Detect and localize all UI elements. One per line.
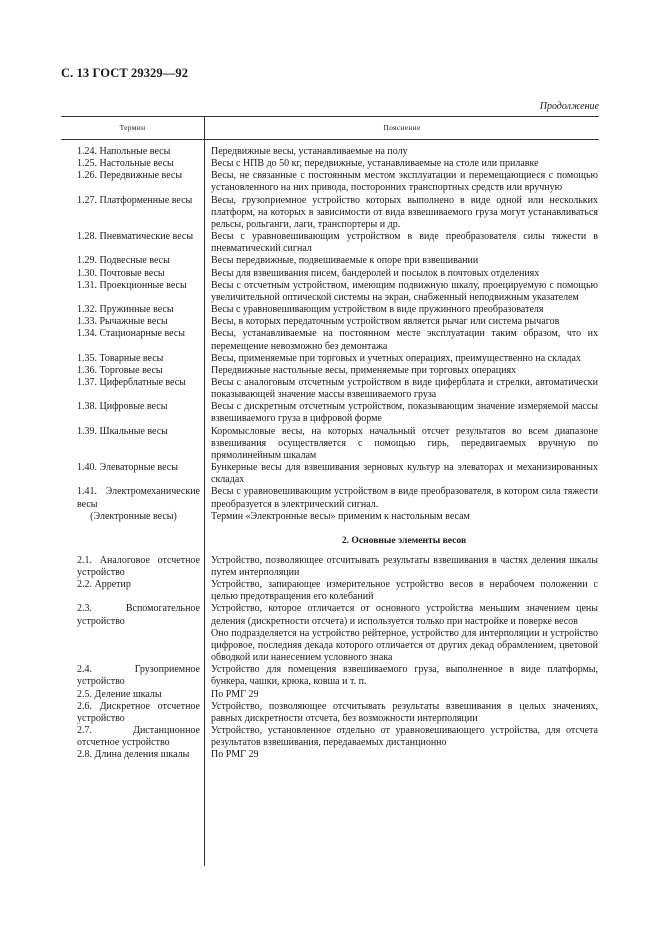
table-row [61,579,599,603]
term-cell: 1.39. Шкальные весы [77,425,168,437]
explanation-cell: Устройство, установленное отдельно от уравновешивающего устройства, для отсчета результатов взвешивания, передаваемых дистанционно [211,725,598,749]
table-row [61,268,599,280]
term-cell: 2.5. Деление шкалы [77,688,162,700]
terms-table [61,116,599,866]
term-cell: 1.24. Напольные весы [77,146,171,157]
term-cell: 1.41. Электромеханические весы [77,486,200,510]
explanation-cell: Весы с отсчетным устройством, имеющим подвижную шкалу, проецируемую с помощью увеличительной оптической системы на экран, снабженный неподвижным указателем [211,279,598,303]
table-row [61,195,599,231]
column-header-term: Термин [61,117,205,139]
explanation-cell: По РМГ 29 [211,688,259,700]
section-1-rows [61,146,599,523]
explanation-cell: Устройство, которое отличается от основного устройства меньшим значением цены деления (дискретности отсчета) и используется только при настройке и поверке весов [211,603,598,627]
explanation-cell: Оно подразделяется на устройство рейтерное, устройство для интерполяции и устройство цифровое, последняя декада которого отличается от других декад обрамлением, цветовой обводкой или нанесением условного знака [211,627,598,664]
table-row [61,304,599,316]
table-row [61,701,599,725]
explanation-cell: Устройство, позволяющее отсчитывать результаты взвешивания в частях деления шкалы путем интерполяции [211,554,598,578]
term-cell: 2.2. Арретир [77,579,131,591]
table-row [61,365,599,377]
table-row [61,401,599,425]
table-row [61,377,599,401]
explanation-cell: Коромысловые весы, на которых начальный отсчет результатов во всем диапазоне взвешивания осуществляется с помощью гирь, передвигаемых вручную по прямолинейным шкалам [211,425,598,461]
table-row [61,146,599,158]
term-cell: 2.1. Аналоговое отсчетное устройство [77,554,200,578]
table-row [61,426,599,462]
term-cell: 1.25. Настольные весы [77,158,174,170]
table-header [61,116,599,140]
table-row [61,353,599,365]
table-row [61,158,599,170]
term-cell: 1.29. Подвесные весы [77,255,170,267]
explanation-cell: Бункерные весы для взвешивания зерновых культур на элеваторах и механизированных складах [211,462,598,486]
term-cell: 1.27. Платформенные весы [77,194,193,206]
explanation-cell: Весы с уравновешивающим устройством в виде преобразователя, в котором сила тяжести преобразуется в электрический сигнал. [211,486,598,510]
term-cell: 2.7. Дистанционное отсчетное устройство [77,725,200,749]
explanation-cell: Весы с уравновешивающим устройством в виде пружинного преобразователя [211,304,544,316]
term-cell: 1.37. Циферблатные весы [77,376,186,388]
table-row [61,725,599,749]
term-cell: 2.4. Грузоприемное устройство [77,664,200,688]
explanation-cell: Весы с аналоговым отсчетным устройством в виде циферблата и стрелки, автоматически показывающей значение массы взвешиваемого груза [211,376,598,401]
table-row [61,628,599,664]
table-row [61,462,599,486]
table-row [61,749,599,761]
table-row [61,664,599,688]
term-cell: 1.26. Передвижные весы [77,170,183,182]
term-cell: 1.28. Пневматические весы [77,231,194,243]
table-row [61,231,599,255]
explanation-cell: Передвижные весы, устанавливаемые на полу [211,146,408,157]
term-cell: 1.40. Элеваторные весы [77,462,178,474]
table-row [61,689,599,701]
explanation-cell: Устройство для помещения взвешиваемого груза, выполненное в виде платформы, бункера, чашки, крюка, ковша и т. п. [211,664,598,688]
table-row [61,486,599,510]
term-cell: 1.34. Стационарные весы [77,328,185,340]
term-cell: 2.8. Длина деления шкалы [77,749,190,761]
table-row [61,170,599,194]
explanation-cell: По РМГ 29 [211,749,259,761]
term-cell [61,628,204,664]
explanation-cell: Устройство, запирающее измерительное устройство весов в нерабочем положении с целью предотвращения его колебаний [211,579,598,603]
page-header: С. 13 ГОСТ 29329—92 [61,66,189,80]
table-row [61,328,599,352]
explanation-cell: Весы, грузоприемное устройство которых выполнено в виде одной или нескольких платформ, на которых в зависимости от вида взвешиваемого груза могут устанавливаться рельсы, рольганги, лаги, транспортеры и др. [211,194,598,230]
term-cell: 2.6. Дискретное отсчетное устройство [77,700,200,724]
explanation-cell: Термин «Электронные весы» применим к настольным весам [211,510,470,522]
column-divider [204,140,205,866]
explanation-cell: Весы с НПВ до 50 кг, передвижные, устанавливаемые на столе или прилавке [211,158,539,170]
explanation-cell: Весы, применяемые при торговых и учетных операциях, преимущественно на складах [211,352,581,364]
table-row [61,280,599,304]
table-row [61,255,599,267]
section-title: 2. Основные элементы весов [341,534,467,546]
explanation-cell: Весы передвижные, подвешиваемые к опоре при взвешивании [211,255,479,267]
term-cell: 1.35. Товарные весы [77,352,164,364]
term-cell: 1.30. Почтовые весы [77,267,165,279]
explanation-cell: Весы с уравновешивающим устройством в виде преобразователя силы тяжести в пневматический сигнал [211,231,598,255]
term-cell: 1.32. Пружинные весы [77,304,174,316]
term-cell: 1.33. Рычажные весы [77,316,168,328]
section-2-rows [61,555,599,762]
column-header-explanation: Пояснение [383,123,421,132]
table-row [61,511,599,523]
term-cell: 1.36. Торговые весы [77,364,163,376]
table-body [61,140,599,866]
explanation-cell: Передвижные настольные весы, применяемые при торговых операциях [211,364,517,376]
explanation-cell: Весы для взвешивания писем, бандеролей и посылок в почтовых отделениях [211,267,540,279]
continuation-label: Продолжение [539,101,599,112]
explanation-cell: Весы, не связанные с постоянным местом эксплуатации и перемещающиеся с помощью установленного на них привода, посторонних транспортных средств или вручную [211,170,598,194]
term-cell: 2.3. Вспомогательное устройство [77,603,200,627]
term-cell: 1.38. Цифровые весы [77,401,168,413]
term-cell: 1.31. Проекционные весы [77,279,187,291]
term-cell: (Электронные весы) [90,510,177,522]
explanation-cell: Весы, устанавливаемые на постоянном месте эксплуатации таким образом, что их перемещение невозможно без демонтажа [211,328,598,352]
table-row [61,555,599,579]
table-row [61,316,599,328]
explanation-cell: Весы с дискретным отсчетным устройством, показывающим значение измеряемой массы взвешиваемого груза в цифровой форме [211,401,598,425]
explanation-cell: Весы, в которых передаточным устройством является рычаг или система рычагов [211,316,560,328]
table-row [61,603,599,627]
explanation-cell: Устройство, позволяющее отсчитывать результаты взвешивания в целых значениях, равных дискретности отсчета, без возможности интерполяции [211,700,598,724]
